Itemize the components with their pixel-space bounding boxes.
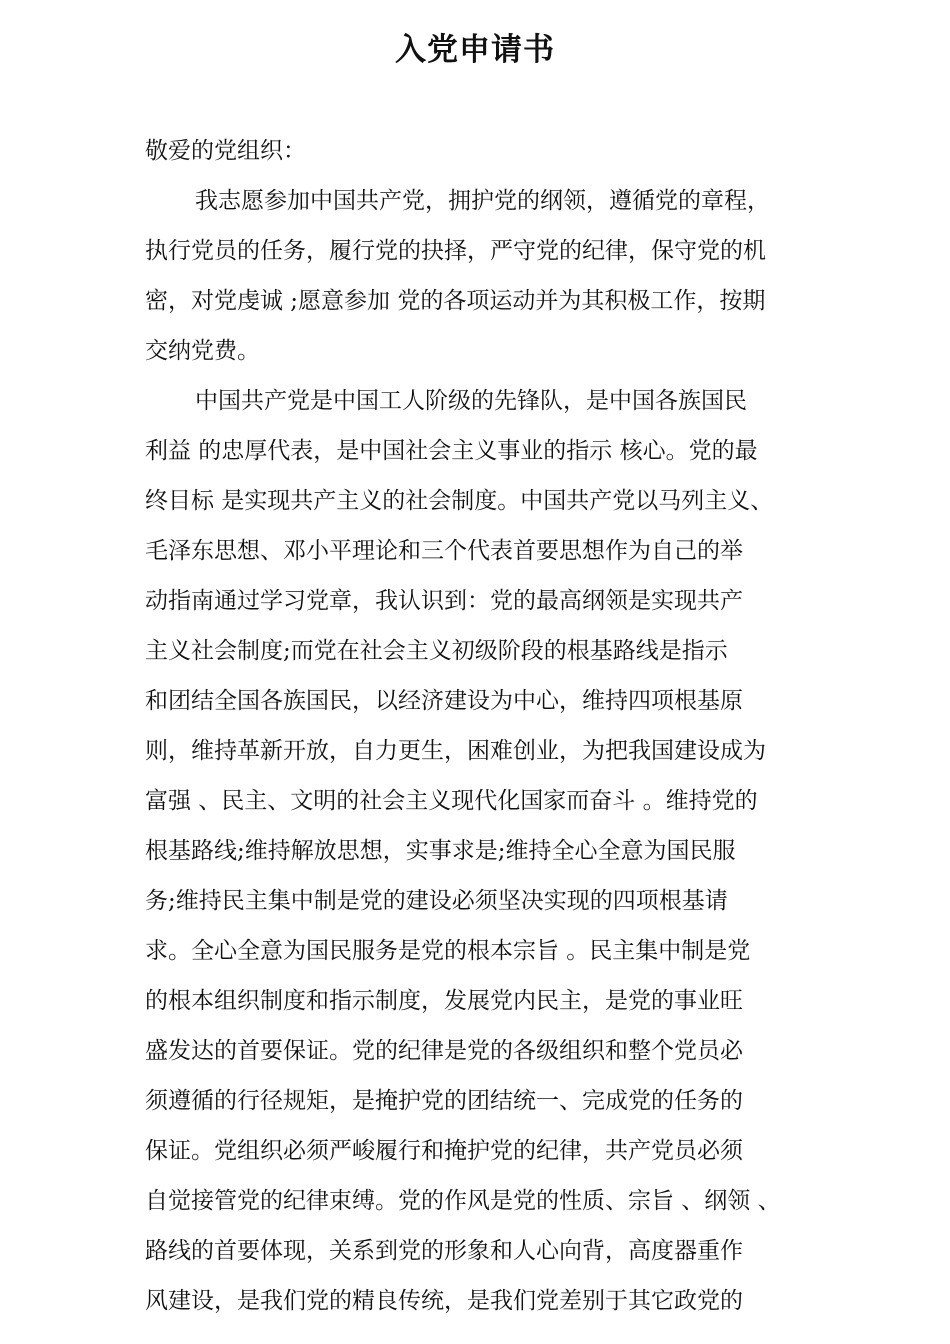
paragraph-1-line: 密，对党虔诚 ;愿意参加 党的各项运动并为其积极工作，按期 [145,288,766,314]
paragraph-2-line: 主义社会制度;而党在社会主义初级阶段的根基路线是指示 [145,638,728,664]
paragraph-2-line: 利益 的忠厚代表，是中国社会主义事业的指示 核心。党的最 [145,438,758,464]
paragraph-2-line: 盛发达的首要保证。党的纪律是党的各级组织和整个党员必 [145,1038,743,1064]
document-body [145,126,825,1326]
paragraph-1-line: 我志愿参加中国共产党，拥护党的纲领，遵循党的章程， [195,188,770,214]
paragraph-2-line: 路线的首要体现，关系到党的形象和人心向背，高度器重作 [145,1238,743,1264]
paragraph-2-line: 须遵循的行径规矩，是掩护党的团结统一、完成党的任务的 [145,1088,743,1114]
paragraph-2-line: 的根本组织制度和指示制度，发展党内民主，是党的事业旺 [145,988,743,1014]
paragraph-2-line: 则，维持革新开放，自力更生，困难创业，为把我国建设成为 [145,738,766,764]
paragraph-1-line: 交纳党费。 [145,338,260,364]
paragraph-2-line: 风建设，是我们党的精良传统，是我们党差别于其它政党的 [145,1288,743,1314]
paragraph-2-line: 和团结全国各族国民，以经济建设为中心，维持四项根基原 [145,688,743,714]
paragraph-1-line: 执行党员的任务，履行党的抉择，严守党的纪律，保守党的机 [145,238,766,264]
paragraph-2-line: 根基路线;维持解放思想，实事求是;维持全心全意为国民服 [145,838,736,864]
paragraph-2-line: 保证。党组织必须严峻履行和掩护党的纪律，共产党员必须 [145,1138,743,1164]
paragraph-2-line: 求。全心全意为国民服务是党的根本宗旨 。民主集中制是党 [145,938,751,964]
salutation: 敬爱的党组织： [145,138,306,164]
paragraph-2-line: 自觉接管党的纪律束缚。党的作风是党的性质、宗旨 、纲领 、 [145,1188,781,1214]
paragraph-2-line: 务;维持民主集中制是党的建设必须坚决实现的四项根基请 [145,888,728,914]
document-title: 入党申请书 [395,32,555,68]
paragraph-2-line: 终目标 是实现共产主义的社会制度。中国共产党以马列主义、 [145,488,774,514]
paragraph-2-line: 中国共产党是中国工人阶级的先锋队，是中国各族国民 [195,388,747,414]
paragraph-2-line: 毛泽东思想、邓小平理论和三个代表首要思想作为自己的举 [145,538,743,564]
paragraph-2-line: 动指南通过学习党章，我认识到：党的最高纲领是实现共产 [145,588,743,614]
paragraph-2-line: 富强 、民主、文明的社会主义现代化国家而奋斗 。维持党的 [145,788,758,814]
